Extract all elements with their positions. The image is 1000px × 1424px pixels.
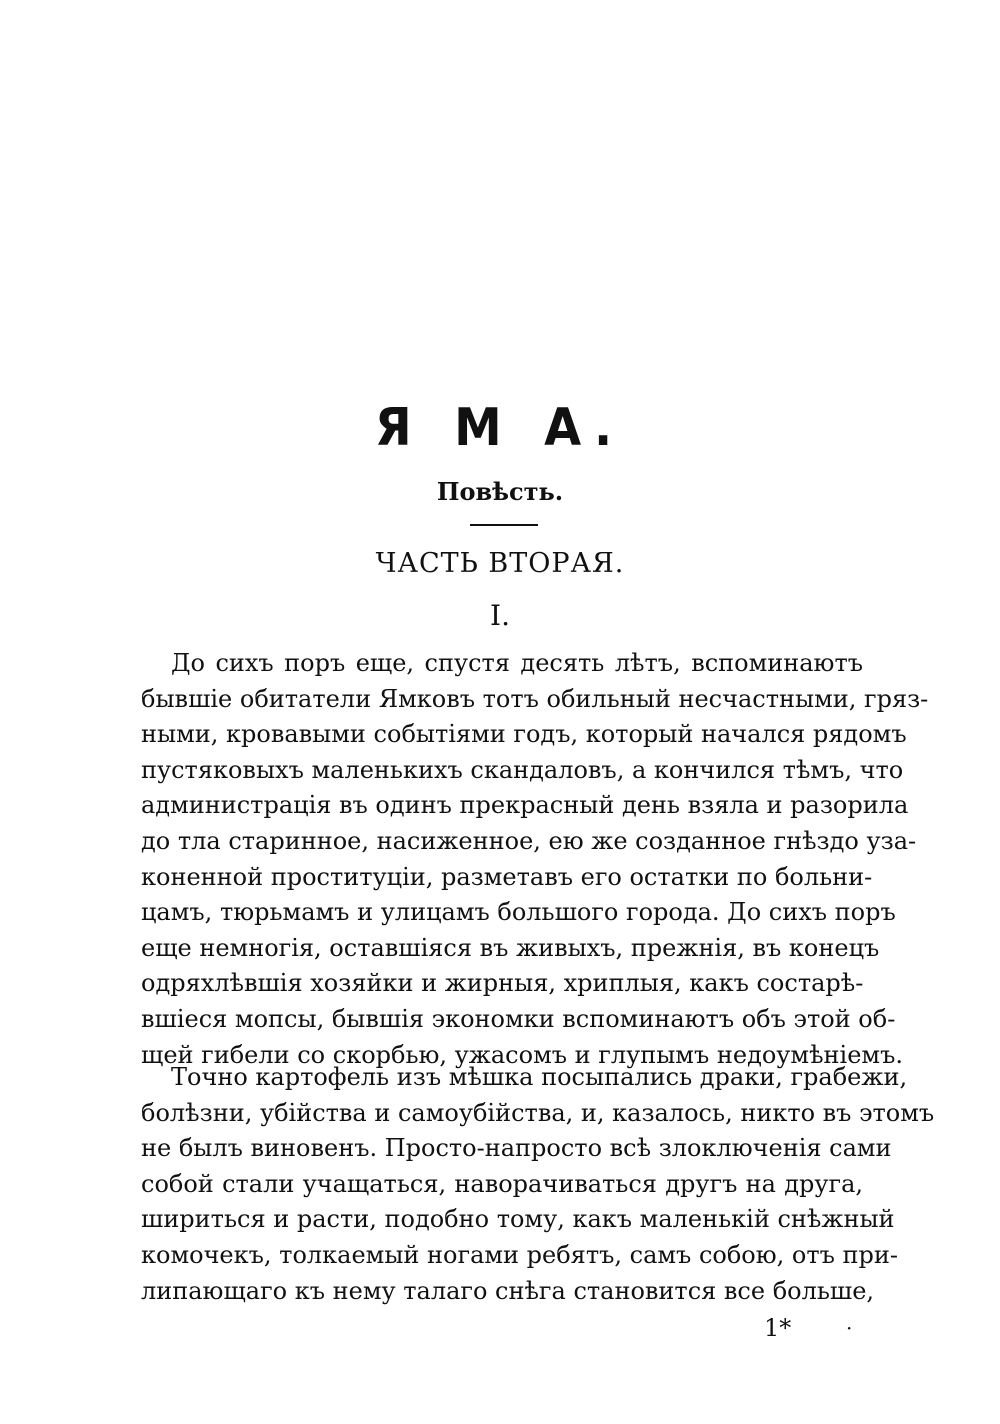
text-line: собой стали учащаться, наворачиваться другъ на друга, — [141, 1169, 863, 1198]
chapter-number: I. — [490, 599, 510, 632]
text-line: щей гибели со скорбью, ужасомъ и глупымъ недоумѣніемъ. — [141, 1040, 903, 1069]
text-line: До сихъ поръ еще, спустя десять лѣтъ, вспоминаютъ — [171, 649, 863, 677]
text-line: липающаго къ нему талаго снѣга становится все больше, — [141, 1276, 875, 1305]
book-title: Я М А. — [374, 398, 626, 458]
text-line: администрація въ одинъ прекрасный день взяла и разорила — [141, 791, 909, 820]
text-line: не былъ виновенъ. Просто-напросто всѣ злоключенія сами — [141, 1134, 892, 1163]
title-rule-divider — [470, 524, 538, 526]
trailing-mark: · — [846, 1316, 853, 1340]
text-line: ными, кровавыми событіями годъ, который начался рядомъ — [141, 720, 907, 749]
paragraph-1 — [141, 646, 929, 1073]
text-line: коненной проституціи, разметавъ его остатки по больни- — [141, 862, 873, 891]
text-line: бывшіе обитатели Ямковъ тотъ обильный несчастными, гряз- — [141, 684, 929, 713]
text-line: одряхлѣвшія хозяйки и жирныя, хриплыя, какъ состарѣ- — [141, 969, 864, 998]
text-line: пустяковыхъ маленькихъ скандаловъ, а кончился тѣмъ, что — [141, 755, 904, 784]
paragraph-2 — [141, 1060, 935, 1309]
text-line: до тла старинное, насиженное, ею же созданное гнѣздо уза- — [141, 826, 917, 855]
text-line: еще немногія, оставшіяся въ живыхъ, прежнія, въ конецъ — [141, 933, 880, 962]
text-line: шириться и расти, подобно тому, какъ маленькій снѣжный — [141, 1205, 895, 1234]
text-line: комочекъ, толкаемый ногами ребятъ, самъ собою, отъ при- — [141, 1240, 898, 1269]
text-line: вшіеся мопсы, бывшія экономки вспоминаютъ объ этой об- — [141, 1004, 896, 1033]
book-subtitle: Повѣсть. — [436, 477, 564, 506]
text-line: болѣзни, убійства и самоубійства, и, казалось, никто въ этомъ — [141, 1098, 935, 1127]
part-heading: ЧАСТЬ ВТОРАЯ. — [375, 548, 625, 579]
signature-mark: 1* — [764, 1314, 792, 1342]
text-line: цамъ, тюрьмамъ и улицамъ большого города. До сихъ поръ — [141, 898, 896, 927]
text-line: Точно картофель изъ мѣшка посыпались драки, грабежи, — [171, 1063, 908, 1091]
